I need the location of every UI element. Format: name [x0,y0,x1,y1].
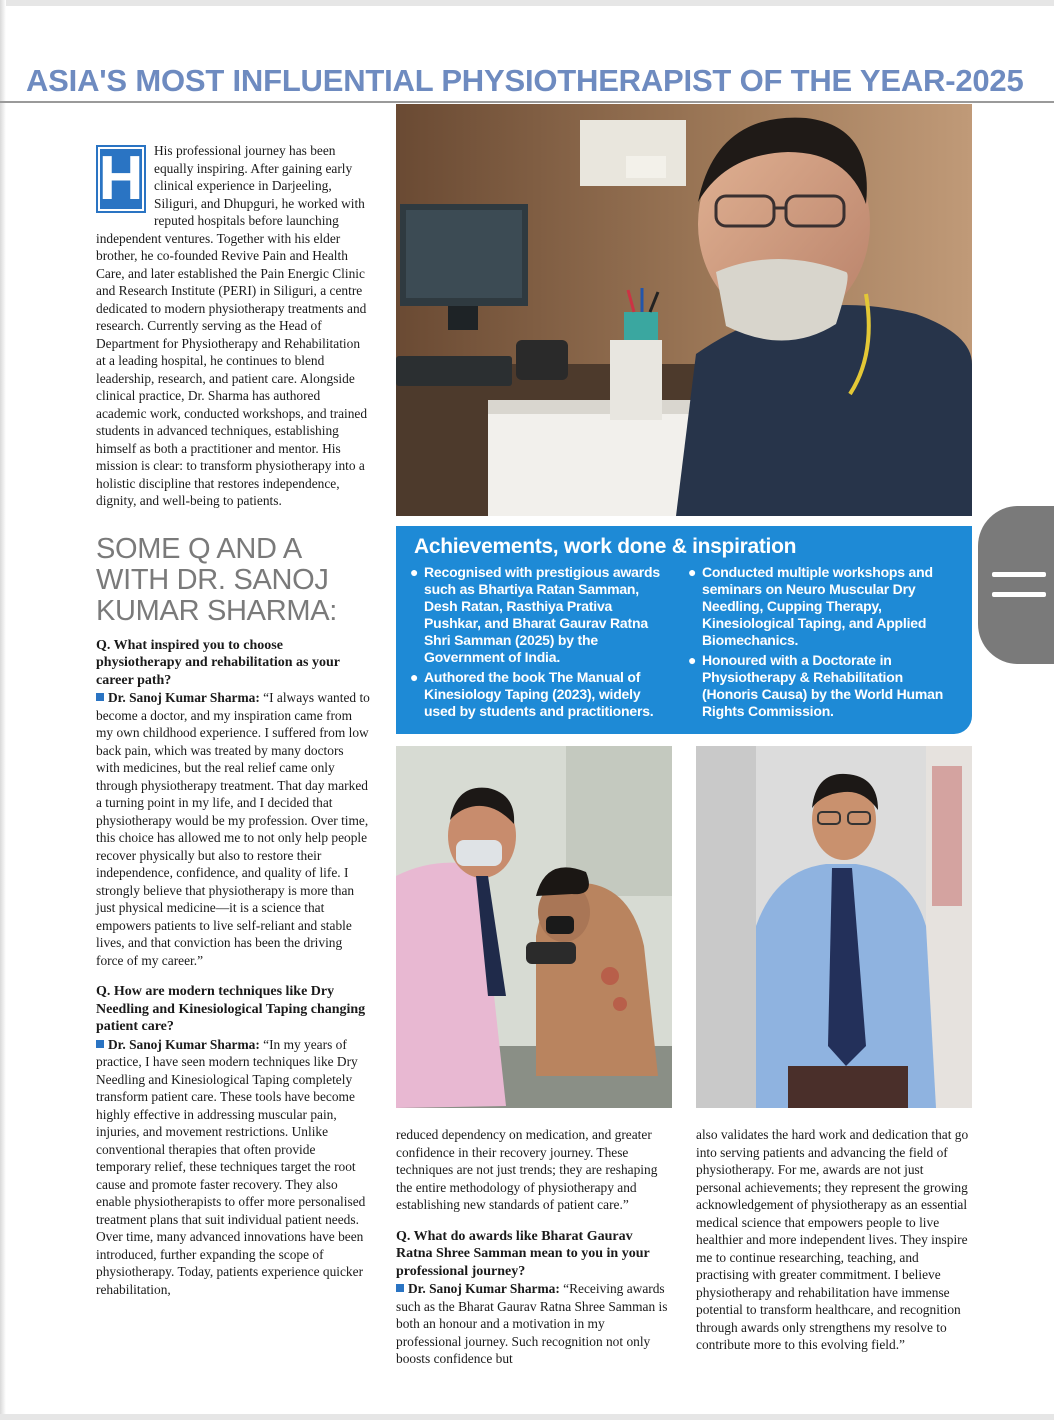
achievement-item [688,564,958,649]
answer-speaker: Dr. Sanoj Kumar Sharma: [408,1281,560,1296]
menu-handle-icon[interactable] [978,506,1054,664]
question-1: Q. What inspired you to choose physiotherapy and rehabilitation as your career path? [96,637,340,688]
achievement-text: Authored the book The Manual of Kinesiology Taping (2023), widely used by students and practitioners. [424,669,654,719]
answer-3 [396,1280,672,1368]
photo-doctor-at-desk-illustration [396,104,972,516]
page-headline: ASIA'S MOST INFLUENTIAL PHYSIOTHERAPIST OF THE YEAR-2025 [26,63,1024,98]
answer-1-text: “I always wanted to become a doctor, and my inspiration came from my own childhood experience. I suffered from low back pain, which was treated by many doctors with medicines, but the real relief came only through physiotherapy treatment. That day marked a turning point in my life, and I decided that physiotherapy would be my profession. Over time, this choice has allowed me to not only help people recover physically but also to restore their independence, confidence, and quality of life. I strongly believe that physiotherapy is more than just physical medicine—it is a science that empowers patients to live self-reliant and stable lives, and that conviction has been the driving force of my career.” [96,690,370,968]
photo-doctor-portrait [696,746,972,1108]
menu-bar-icon [992,572,1046,577]
answer-2-continued: reduced dependency on medication, and greater confidence in their recovery journey. These techniques are not just trends; they are reshaping the entire methodology of physiotherapy and establishing new standards of patient care.” [396,1127,658,1212]
drop-cap: H [96,145,146,213]
headline-rule [0,101,1054,103]
page-edge [0,0,6,1420]
achievement-text: Recognised with prestigious awards such as Bhartiya Ratan Samman, Desh Ratan, Rasthiya Prativa Pushkar, and Bharat Gaurav Ratna Shri Samman (2025) by the Government of India. [424,564,660,665]
bullet-icon: ● [688,652,697,668]
photo-treating-patient-illustration [396,746,672,1108]
achievements-box [396,526,972,734]
photo-doctor-at-desk [396,104,972,516]
answer-1 [96,689,370,969]
answer-3-text-part1: “Receiving awards such as the Bharat Gaurav Ratna Shree Samman is both an honour and a motivation in my professional journey. Such recognition not only boosts confidence but [396,1281,668,1366]
bullet-icon: ● [410,564,419,580]
achievement-item [410,669,668,720]
answer-speaker: Dr. Sanoj Kumar Sharma: [108,1036,260,1052]
qa-heading: SOME Q AND A WITH DR. SANOJ KUMAR SHARMA: [96,532,338,627]
column-1 [96,142,370,1298]
question-3: Q. What do awards like Bharat Gaurav Ratna Shree Samman mean to you in your professional journey? [396,1228,650,1279]
achievements-title: Achievements, work done & inspiration [414,535,797,558]
achievement-item [410,564,668,666]
question-2: Q. How are modern techniques like Dry Needling and Kinesiological Taping changing patient care? [96,984,366,1034]
bullet-icon: ● [410,669,419,685]
bottom-border [0,1414,1054,1420]
photo-doctor-portrait-illustration [696,746,972,1108]
column-2 [396,1126,672,1368]
menu-bar-icon [992,592,1046,597]
achievements-right-column [688,564,958,723]
square-bullet-icon [96,1040,104,1048]
square-bullet-icon [396,1284,404,1292]
intro-paragraph [96,142,370,510]
achievements-left-column [410,564,668,723]
achievement-text: Conducted multiple workshops and seminars on Neuro Muscular Dry Needling, Cupping Therapy, Kinesiological Taping, and Applied Biomechanics. [702,564,933,648]
answer-3-continued: also validates the hard work and dedication that go into serving patients and advancing the field of physiotherapy. For me, awards are not just personal achievements; they represent the growing acknowledgement of physiotherapy as an essential medical science that empowers people to live healthier and more independent lives. They inspire me to continue researching, teaching, and practising with greater commitment. I believe physiotherapy and rehabilitation have immense potential to transform healthcare, and recognition through awards only strengthens my resolve to contribute more to this evolving field.” [696,1127,969,1352]
answer-2-text-part1: “In my years of practice, I have seen modern techniques like Dry Needling and Kinesiological Taping completely transform patient care. These tools have become highly effective in addressing muscular pain, injuries, and movement restrictions. Unlike conventional therapies that often provide temporary relief, these techniques target the root cause and promote faster recovery. They also enable physiotherapists to offer more personalised treatment plans that suit individual patient needs. Over time, many advanced innovations have been introduced, further expanding the scope of physiotherapy. Today, patients experience quicker rehabilitation, [96,1036,366,1297]
top-border [0,0,1054,6]
achievement-text: Honoured with a Doctorate in Physiotherapy & Rehabilitation (Honoris Causa) by the World Human Rights Commission. [702,652,944,719]
achievement-item [688,652,958,720]
bullet-icon: ● [688,564,697,580]
column-3 [696,1126,972,1354]
intro-text: His professional journey has been equally inspiring. After gaining early clinical experience in Darjeeling, Siliguri, and Dhupguri, he worked with reputed hospitals before launching independent ventures. Together with his elder brother, he co-founded Revive Pain and Health Care, and later established the Pain Energic Clinic and Research Institute (PERI) in Siliguri, a centre dedicated to modern physiotherapy treatments and research. Currently serving as the Head of Department for Physiotherapy and Rehabilitation at a leading hospital, he continues to blend leadership, research, and patient care. Alongside clinical practice, Dr. Sharma has authored academic work, conducted workshops, and trained students in advanced techniques, establishing himself as both a practitioner and mentor. His mission is clear: to transform physiotherapy into a holistic discipline that restores independence, dignity, and well-being to patients. [96,143,368,508]
answer-speaker: Dr. Sanoj Kumar Sharma: [108,690,260,705]
photo-treating-patient [396,746,672,1108]
square-bullet-icon [96,693,104,701]
answer-2 [96,1036,370,1299]
